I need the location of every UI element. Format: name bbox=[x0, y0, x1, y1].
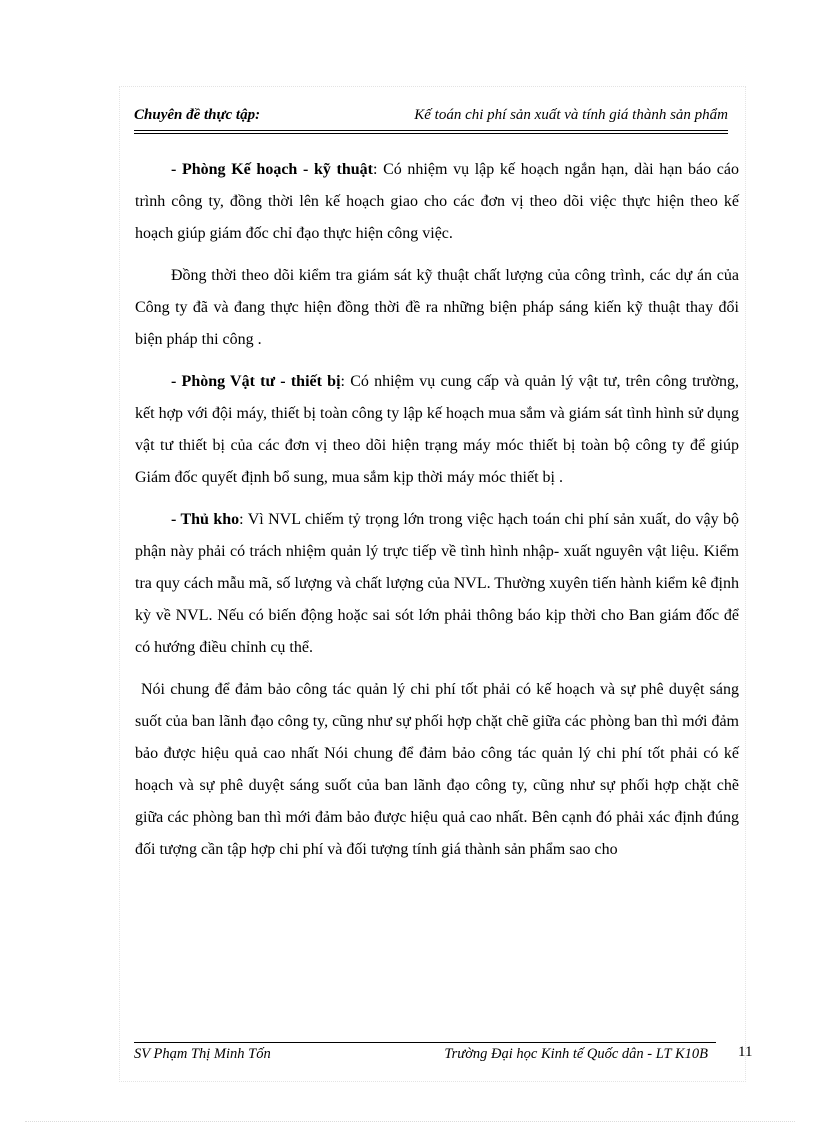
paragraph-text: Nói chung để đảm bảo công tác quản lý chi phí tốt phải có kế hoạch và sự phê duyệt sáng suốt của ban lãnh đạo công ty, cũng như sự phối hợp chặt chẽ giữa các phòng ban thì mới đảm bảo được hiệu quả cao nhất Nói chung để đảm bảo công tác quản lý chi phí tốt phải có kế hoạch và sự phê duyệt sáng suốt của ban lãnh đạo công ty, cũng như sự phối hợp chặt chẽ giữa các phòng ban thì mới đảm bảo được hiệu quả cao nhất. Bên cạnh đó phải xác định đúng đối tượng cần tập hợp chi phí và đối tượng tính giá thành sản phẩm sao cho bbox=[135, 681, 739, 858]
header-title: Kế toán chi phí sản xuất và tính giá thành sản phẩm bbox=[414, 107, 728, 123]
paragraph-storekeeper bbox=[135, 504, 739, 664]
footer-student-name: SV Phạm Thị Minh Tốn bbox=[134, 1046, 271, 1062]
paragraph-text: : Vì NVL chiếm tỷ trọng lớn trong việc hạch toán chi phí sản xuất, do vậy bộ phận này phải có trách nhiệm quản lý trực tiếp về tình hình nhập- xuất nguyên vật liệu. Kiểm tra quy cách mẫu mã, số lượng và chất lượng của NVL. Thường xuyên tiến hành kiểm kê định kỳ về NVL. Nếu có biến động hoặc sai sót lớn phải thông báo kịp thời cho Ban giám đốc để có hướng điều chỉnh cụ thể. bbox=[135, 511, 739, 656]
paragraph-heading: - Phòng Vật tư - thiết bị bbox=[171, 373, 341, 390]
paragraph-technical-supervision bbox=[135, 260, 739, 356]
paragraph-text: : Có nhiệm vụ cung cấp và quản lý vật tư, trên công trường, kết hợp với đội máy, thiết bị toàn công ty lập kế hoạch mua sắm và giám sát tình hình sử dụng vật tư thiết bị của các đơn vị theo dõi hiện trạng máy móc thiết bị toàn bộ công ty để giúp Giám đốc quyết định bổ sung, mua sắm kịp thời máy móc thiết bị . bbox=[135, 373, 740, 486]
page-bottom-border bbox=[25, 1121, 795, 1122]
paragraph-materials-dept bbox=[135, 366, 739, 494]
document-body bbox=[135, 154, 739, 876]
paragraph-text: Đồng thời theo dõi kiểm tra giám sát kỹ thuật chất lượng của công trình, các dự án của Công ty đã và đang thực hiện đồng thời đề ra những biện pháp sáng kiến kỹ thuật thay đổi biện pháp thi công . bbox=[135, 267, 739, 348]
paragraph-heading: - Thủ kho bbox=[171, 511, 240, 528]
page-number: 11 bbox=[738, 1044, 753, 1060]
footer-rule bbox=[134, 1042, 716, 1043]
paragraph-summary bbox=[135, 674, 739, 866]
header-topic-label: Chuyên đề thực tập: bbox=[134, 107, 261, 123]
paragraph-text: : Có nhiệm vụ lập kế hoạch ngắn hạn, dài hạn báo cáo trình công ty, đồng thời lên kế hoạch giao cho các đơn vị theo dõi việc thực hiện theo kế hoạch giúp giám đốc chỉ đạo thực hiện công việc. bbox=[135, 161, 739, 242]
footer-school-name: Trường Đại học Kinh tế Quốc dân - LT K10B bbox=[444, 1046, 708, 1062]
page-header bbox=[134, 106, 728, 134]
paragraph-planning-dept bbox=[135, 154, 739, 250]
paragraph-heading: - Phòng Kế hoạch - kỹ thuật bbox=[171, 161, 373, 178]
